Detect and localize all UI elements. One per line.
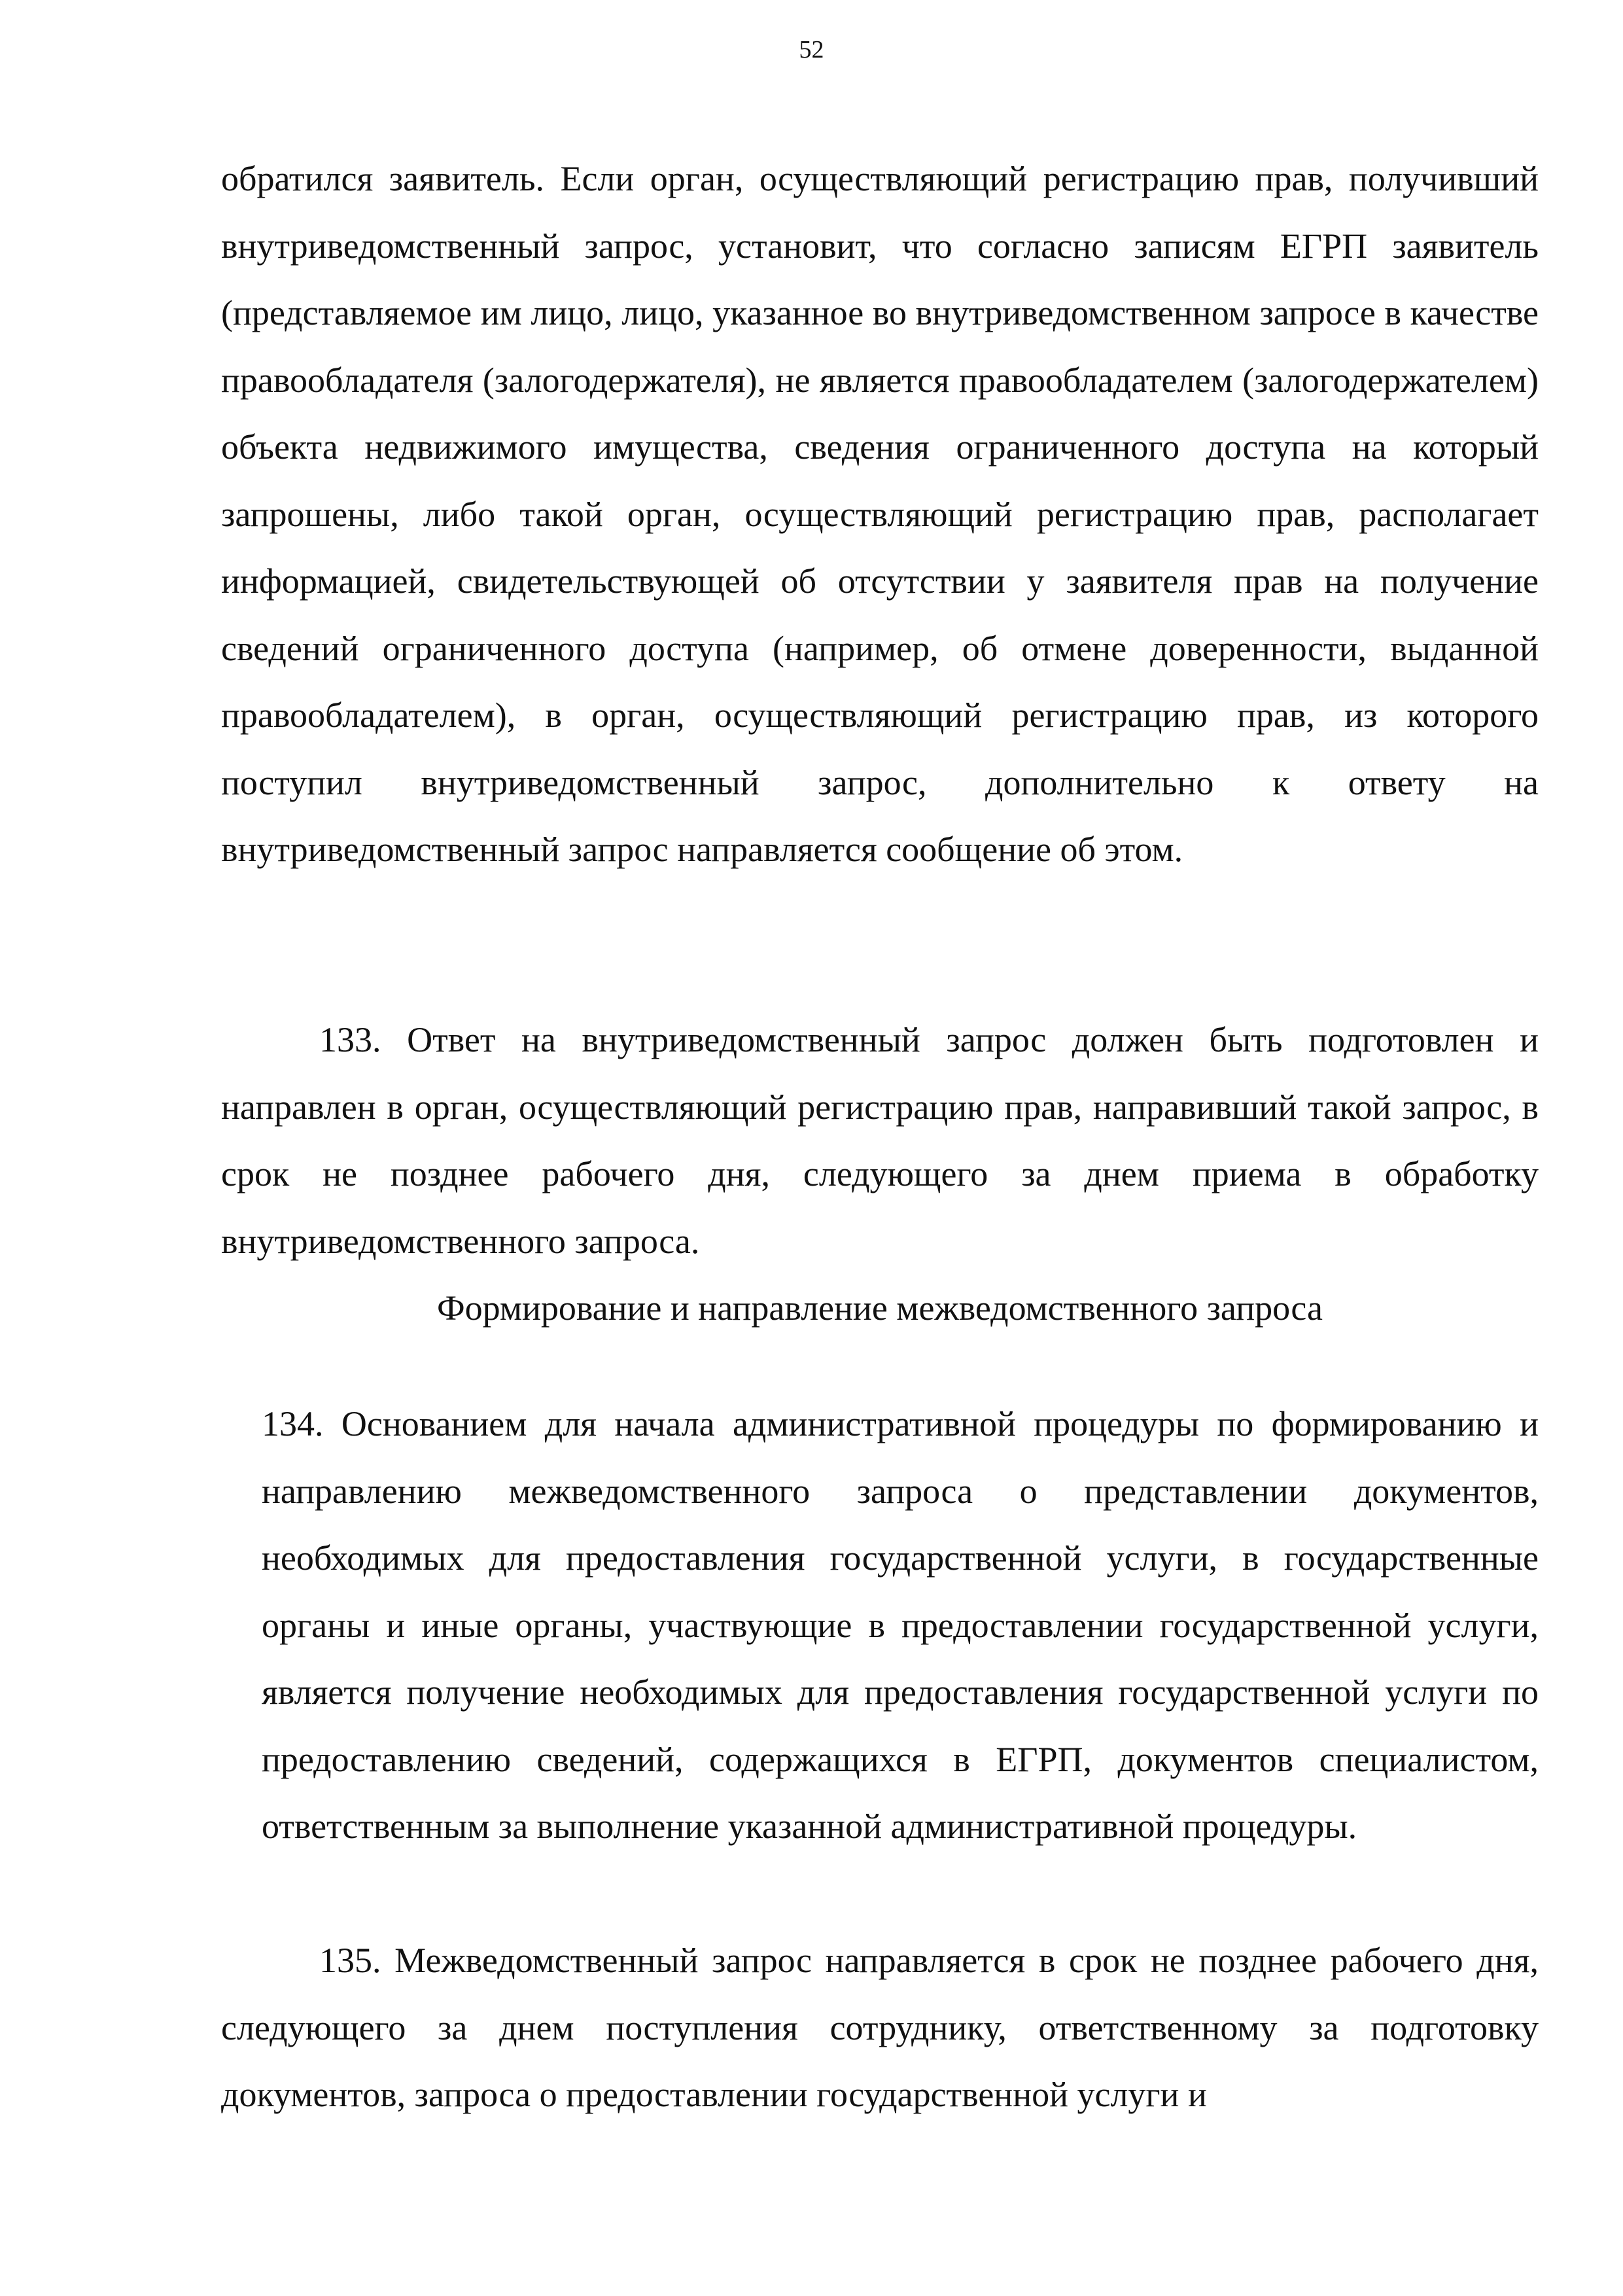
- paragraph-133: 133. Ответ на внутриведомственный запрос должен быть подготовлен и направлен в орган, осуществляющий регистрацию прав, направивший такой запрос, в срок не позднее рабочего дня, следующего за днем приема в обработку внутриведомственного запроса.: [221, 1020, 1539, 1261]
- page-number: 52: [799, 36, 824, 63]
- paragraph-135: 135. Межведомственный запрос направляется в срок не позднее рабочего дня, следующего за днем поступления сотруднику, ответственному за подготовку документов, запроса о предоставлении государственной услуги и: [221, 1941, 1539, 2114]
- paragraph-134: 134. Основанием для начала административной процедуры по формированию и направлению межведомственного запроса о представлении документов, необходимых для предоставления государственной услуги, в государственные органы и иные органы, участвующие в предоставлении государственной услуги, является получение необходимых для предоставления государственной услуги по предоставлению сведений, содержащихся в ЕГРП, документов специалистом, ответственным за выполнение указанной административной процедуры.: [262, 1404, 1539, 1846]
- section-heading: Формирование и направление межведомственного запроса: [436, 1288, 1323, 1328]
- paragraph-continuation: обратился заявитель. Если орган, осуществляющий регистрацию прав, получивший внутриведомственный запрос, установит, что согласно записям ЕГРП заявитель (представляемое им лицо, лицо, указанное во внутриведомственном запросе в качестве правообладателя (залогодержателя), не является правообладателем (залогодержателем) объекта недвижимого имущества, сведения ограниченного доступа на который запрошены, либо такой орган, осуществляющий регистрацию прав, располагает информацией, свидетельствующей об отсутствии у заявителя прав на получение сведений ограниченного доступа (например, об отмене доверенности, выданной правообладателем), в орган, осуществляющий регистрацию прав, из которого поступил внутриведомственный запрос, дополнительно к ответу на внутриведомственный запрос направляется сообщение об этом.: [221, 159, 1539, 869]
